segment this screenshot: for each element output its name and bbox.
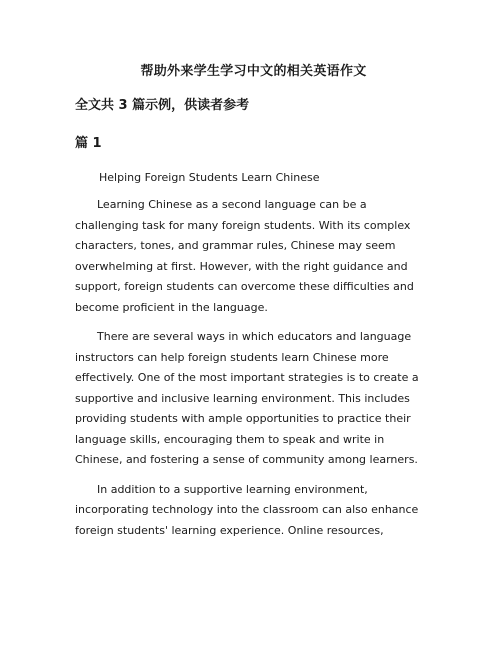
section-heading: 篇 1	[75, 136, 102, 151]
essay-title: Helping Foreign Students Learn Chinese	[99, 171, 320, 184]
paragraph-3: In addition to a supportive learning environment, incorporating technology into the classroom can also enhance foreign students' learning experience. Online resources,	[75, 482, 419, 537]
paragraph-1: Learning Chinese as a second language can be a challenging task for many foreign students. With its complex characters, tones, and grammar rules, Chinese may seem overwhelming at first. However, with the right guidance and support, foreign students can overcome these difficulties and become proficient in the language.	[75, 198, 414, 314]
document-title: 帮助外来学生学习中文的相关英语作文	[140, 64, 367, 79]
document-subtitle: 全文共 3 篇示例，供读者参考	[75, 98, 250, 113]
paragraph-2: There are several ways in which educators and language instructors can help foreign students learn Chinese more effectively. One of the most important strategies is to create a supportive and inclusive learning environment. This includes providing students with ample opportunities to practice their language skills, encouraging them to speak and write in Chinese, and fostering a sense of community among learners.	[75, 330, 419, 466]
